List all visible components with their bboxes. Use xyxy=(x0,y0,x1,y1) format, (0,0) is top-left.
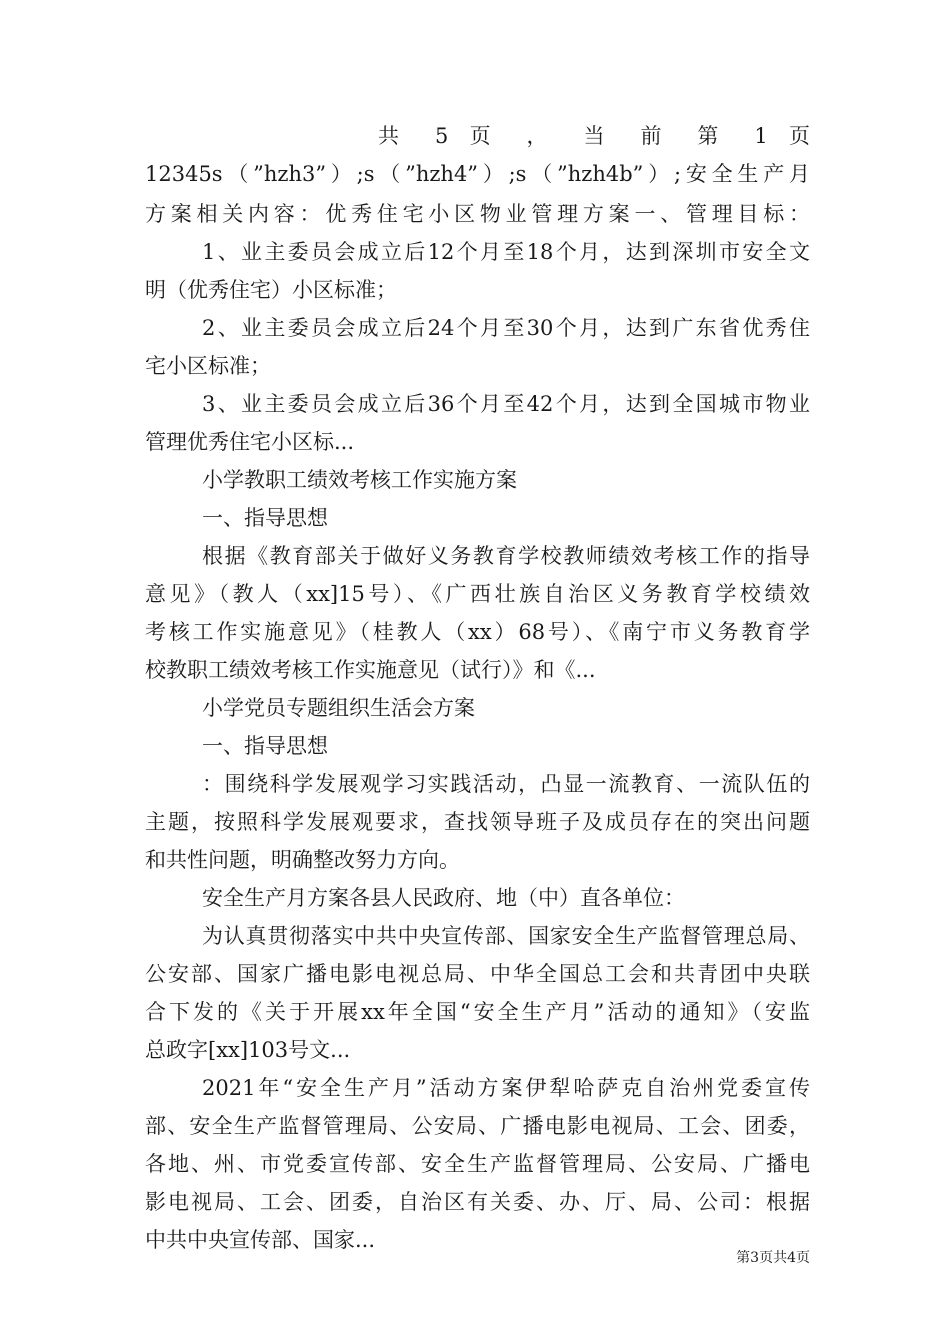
paragraph-line: 主题，按照科学发展观要求，查找领导班子及成员存在的突出问题 xyxy=(145,810,810,834)
paragraph-line: 合下发的《关于开展xx年全国“安全生产月”活动的通知》（安监 xyxy=(145,1000,810,1024)
paragraph-line: 管理优秀住宅小区标... xyxy=(145,430,355,454)
paragraph-line: 3、业主委员会成立后36个月至42个月，达到全国城市物业 xyxy=(202,392,810,416)
paragraph-line: 2、业主委员会成立后24个月至30个月，达到广东省优秀住 xyxy=(202,316,810,340)
paragraph-line: 各地、州、市党委宣传部、安全生产监督管理局、公安局、广播电 xyxy=(145,1152,810,1176)
section-title: 小学党员专题组织生活会方案 xyxy=(202,696,475,720)
section-heading: 一、指导思想 xyxy=(202,734,328,758)
paragraph-line: 部、安全生产监督管理局、公安局、广播电影电视局、工会、团委， xyxy=(145,1114,810,1138)
paragraph-line: 影电视局、工会、团委，自治区有关委、办、厅、局、公司：根据 xyxy=(145,1190,810,1214)
paragraph-line: 公安部、国家广播电影电视总局、中华全国总工会和共青团中央联 xyxy=(145,962,810,986)
paragraph-line: 中共中央宣传部、国家... xyxy=(145,1228,376,1252)
section-title: 小学教职工绩效考核工作实施方案 xyxy=(202,468,517,492)
paragraph-line: 宅小区标准； xyxy=(145,354,271,378)
paragraph-line: 2021年“安全生产月”活动方案伊犁哈萨克自治州党委宣传 xyxy=(202,1076,810,1100)
paragraph-line: 为认真贯彻落实中共中央宣传部、国家安全生产监督管理总局、 xyxy=(202,924,810,948)
paragraph-line: 方案相关内容：优秀住宅小区物业管理方案一、管理目标： xyxy=(145,202,810,226)
paragraph-line: 意见》（教人（xx]15号）、《广西壮族自治区义务教育学校绩效 xyxy=(145,582,810,606)
section-heading: 一、指导思想 xyxy=(202,506,328,530)
paragraph-line: 1、业主委员会成立后12个月至18个月，达到深圳市安全文 xyxy=(202,240,810,264)
paragraph-line: 和共性问题，明确整改努力方向。 xyxy=(145,848,460,872)
page-count-line: 共 5 页 ， 当 前 第 1 页 xyxy=(378,124,810,148)
paragraph-line: 根据《教育部关于做好义务教育学校教师绩效考核工作的指导 xyxy=(202,544,810,568)
paragraph-line: ：围绕科学发展观学习实践活动，凸显一流教育、一流队伍的 xyxy=(202,772,810,796)
page-number-footer: 第3页共4页 xyxy=(736,1250,810,1266)
section-title: 安全生产月方案各县人民政府、地（中）直各单位： xyxy=(202,886,685,910)
paragraph-line: 明（优秀住宅）小区标准； xyxy=(145,278,397,302)
paragraph-line: 考核工作实施意见》（桂教人（xx）68号）、《南宁市义务教育学 xyxy=(145,620,810,644)
paragraph-line: 校教职工绩效考核工作实施意见（试行）》和《... xyxy=(145,658,596,682)
code-line: 12345s（”hzh3”）;s（”hzh4”）;s（”hzh4b”）;安全生产月 xyxy=(145,162,810,186)
paragraph-line: 总政字[xx]103号文... xyxy=(145,1038,351,1062)
